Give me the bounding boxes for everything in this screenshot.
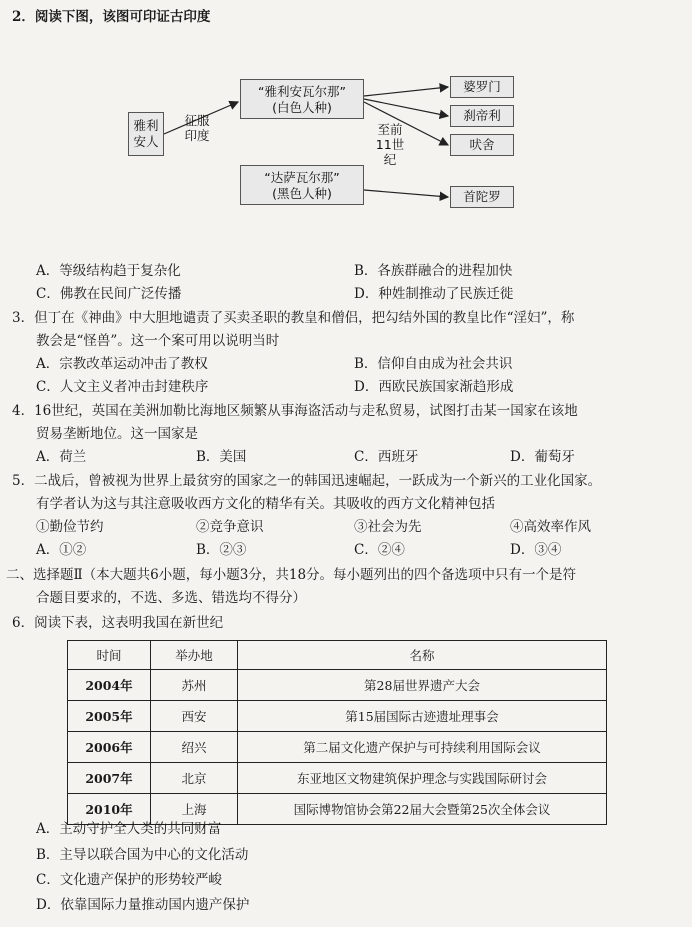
q2-option-a[interactable]: A．等级结构趋于复杂化 [36, 263, 181, 279]
cell-name: 第28届世界遗产大会 [238, 670, 607, 701]
cell-year: 2010年 [68, 794, 151, 825]
white-varna-box: “雅利安瓦尔那” (白色人种) [240, 79, 364, 119]
caste-brahmin: 婆罗门 [450, 76, 514, 98]
q5-option-d[interactable]: D．③④ [510, 542, 562, 558]
q4-option-b[interactable]: B．美国 [196, 449, 247, 465]
conquer-arrow [164, 102, 238, 134]
q3-stem-line2: 教会是“怪兽”。这一个案可用以说明当时 [36, 333, 280, 349]
q5-item-3: ③社会为先 [354, 519, 422, 535]
cell-year: 2007年 [68, 763, 151, 794]
arrow-kshatriya [364, 99, 448, 116]
table-row [68, 732, 607, 763]
period-label: 至前 11世 纪 [375, 122, 405, 167]
header-venue: 举办地 [151, 641, 238, 670]
q3-stem-line1: 3．但丁在《神曲》中大胆地谴责了买卖圣职的教皇和僧侣，把勾结外国的教皇比作“淫妇”，称 [12, 310, 575, 326]
q2-option-c[interactable]: C．佛教在民间广泛传播 [36, 286, 182, 302]
q6-stem: 6．阅读下表，这表明我国在新世纪 [12, 615, 224, 631]
caste-shudra: 首陀罗 [450, 186, 514, 208]
header-name: 名称 [238, 641, 607, 670]
q2-stem: 2．阅读下图，该图可印证古印度 [12, 9, 211, 25]
q4-option-d[interactable]: D．葡萄牙 [510, 449, 575, 465]
arrow-vaishya [364, 102, 448, 145]
caste-vaishya: 吠舍 [450, 134, 514, 156]
cell-venue: 北京 [151, 763, 238, 794]
cell-name: 第15届国际古迹遗址理事会 [238, 701, 607, 732]
q3-option-d[interactable]: D．西欧民族国家渐趋形成 [354, 379, 514, 395]
cell-venue: 上海 [151, 794, 238, 825]
conference-table [67, 640, 607, 825]
table-header-row [68, 641, 607, 670]
diagram-arrows [0, 0, 692, 260]
cell-venue: 苏州 [151, 670, 238, 701]
q4-stem-line2: 贸易垄断地位。这一国家是 [36, 426, 198, 442]
cell-venue: 西安 [151, 701, 238, 732]
q6-option-b[interactable]: B．主导以联合国为中心的文化活动 [36, 847, 249, 863]
q6-option-c[interactable]: C．文化遗产保护的形势较严峻 [36, 872, 222, 888]
q5-option-c[interactable]: C．②④ [354, 542, 405, 558]
q3-option-c[interactable]: C．人文主义者冲击封建秩序 [36, 379, 209, 395]
cell-year: 2004年 [68, 670, 151, 701]
q5-option-a[interactable]: A．①② [36, 542, 87, 558]
cell-year: 2005年 [68, 701, 151, 732]
table-row [68, 670, 607, 701]
table-row [68, 701, 607, 732]
conquer-label: 征服 印度 [184, 113, 210, 143]
cell-name: 第二届文化遗产保护与可持续利用国际会议 [238, 732, 607, 763]
q5-option-b[interactable]: B．②③ [196, 542, 247, 558]
q3-option-b[interactable]: B．信仰自由成为社会共识 [354, 356, 513, 372]
section2-heading-line2: 合题目要求的，不选、多选、错选均不得分） [36, 590, 306, 606]
arrow-shudra [364, 190, 448, 197]
q5-item-2: ②竞争意识 [196, 519, 264, 535]
q2-option-d[interactable]: D．种姓制推动了民族迁徙 [354, 286, 514, 302]
cell-name: 国际博物馆协会第22届大会暨第25次全体会议 [238, 794, 607, 825]
q3-option-a[interactable]: A．宗教改革运动冲击了教权 [36, 356, 208, 372]
q5-stem-line1: 5．二战后，曾被视为世界上最贫穷的国家之一的韩国迅速崛起，一跃成为一个新兴的工业化国家。 [12, 473, 602, 489]
black-varna-box: “达萨瓦尔那” (黑色人种) [240, 165, 364, 205]
q4-option-c[interactable]: C．西班牙 [354, 449, 419, 465]
q5-stem-line2: 有学者认为这与其注意吸收西方文化的精华有关。其吸收的西方文化精神包括 [36, 496, 495, 512]
arya-box: 雅利 安人 [128, 112, 164, 156]
cell-name: 东亚地区文物建筑保护理念与实践国际研讨会 [238, 763, 607, 794]
section2-heading-line1: 二、选择题Ⅱ（本大题共6小题，每小题3分，共18分。每小题列出的四个备选项中只有一个是符 [6, 567, 577, 583]
table-row [68, 763, 607, 794]
q5-item-4: ④高效率作风 [510, 519, 591, 535]
caste-kshatriya: 刹帝利 [450, 105, 514, 127]
header-time: 时间 [68, 641, 151, 670]
cell-venue: 绍兴 [151, 732, 238, 763]
q5-item-1: ①勤俭节约 [36, 519, 104, 535]
q6-option-a[interactable]: A．主动守护全人类的共同财富 [36, 821, 222, 837]
cell-year: 2006年 [68, 732, 151, 763]
arrow-brahmin [364, 87, 448, 96]
q4-stem-line1: 4．16世纪，英国在美洲加勒比海地区频繁从事海盗活动与走私贸易，试图打击某一国家在该地 [12, 403, 578, 419]
q4-option-a[interactable]: A．荷兰 [36, 449, 87, 465]
q2-option-b[interactable]: B．各族群融合的进程加快 [354, 263, 513, 279]
q6-option-d[interactable]: D．依靠国际力量推动国内遗产保护 [36, 897, 250, 913]
